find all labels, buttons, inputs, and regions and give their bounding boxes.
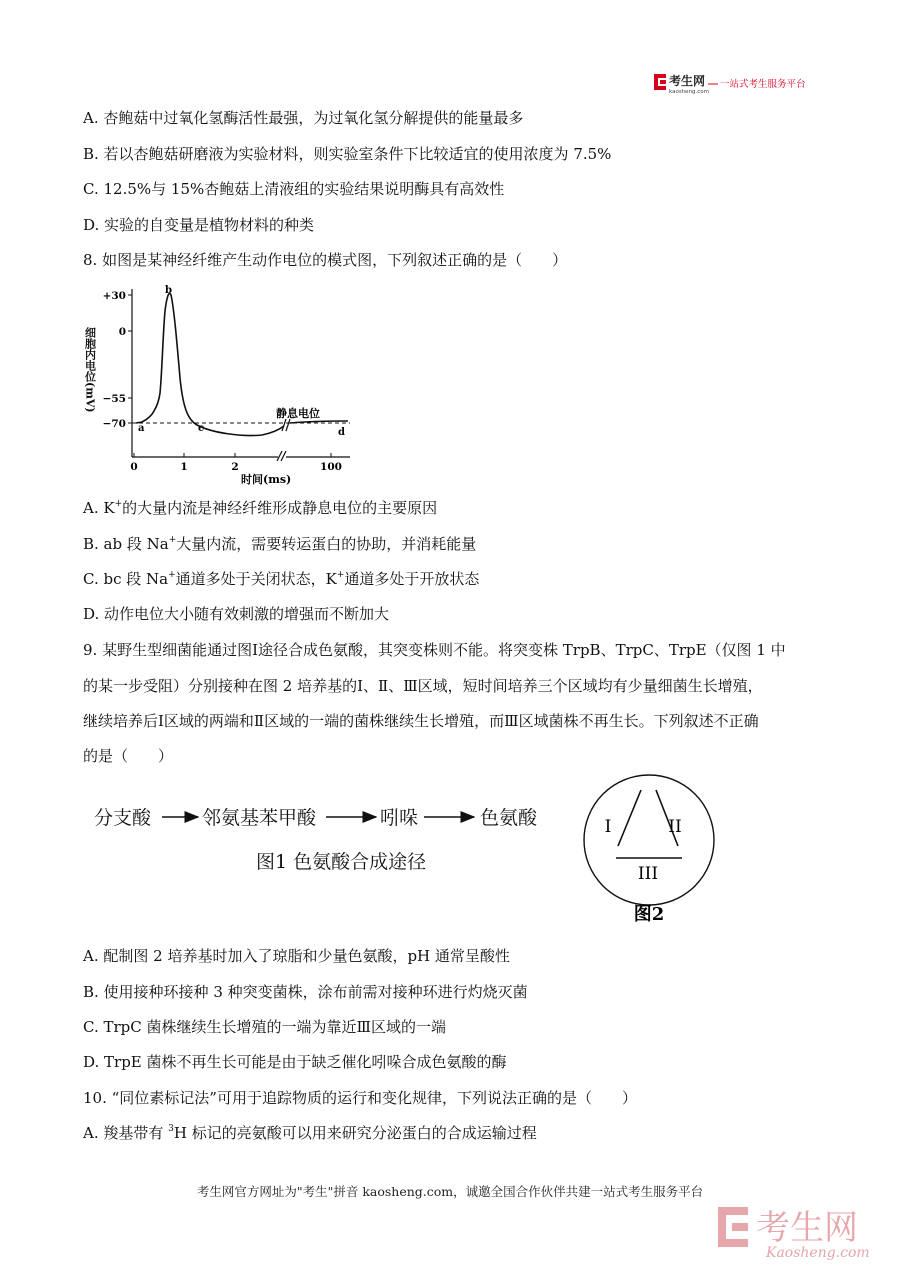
- x-tick-label: 100: [320, 461, 342, 473]
- y-tick-label: −70: [102, 418, 126, 430]
- q10-option-a: A. 羧基带有 $^3$H 标记的亮氨酸可以用来研究分泌蛋白的合成运输过程: [83, 1124, 537, 1142]
- action-potential-curve: [136, 294, 284, 436]
- curve-break: [282, 419, 290, 431]
- y-tick-label: +30: [102, 290, 126, 302]
- x-tick-label: 2: [231, 461, 239, 473]
- q7-option-c: C. 12.5%与 15%杏鲍菇上清液组的实验结果说明酶具有高效性: [83, 180, 505, 198]
- point-label-a: a: [138, 423, 145, 434]
- svg-text:细胞内电位(mV): 细胞内电位(mV): [83, 327, 97, 413]
- logo-site-domain: kaosheng.com: [669, 89, 710, 95]
- watermark-icon: [718, 1207, 748, 1247]
- q8-option-a: A. K+的大量内流是神经纤维形成静息电位的主要原因: [83, 499, 438, 517]
- q9-stem-line-4: 的是（ ）: [83, 747, 174, 765]
- q7-option-d: D. 实验的自变量是植物材料的种类: [83, 216, 315, 234]
- pathway-step-4: 色氨酸: [480, 807, 538, 829]
- q7-option-a: A. 杏鲍菇中过氧化氢酶活性最强，为过氧化氢分解提供的能量最多: [83, 109, 524, 127]
- q10-stem: 10. “同位素标记法”可用于追踪物质的运行和变化规律，下列说法正确的是（ ）: [83, 1089, 637, 1107]
- point-label-c: c: [198, 423, 205, 434]
- x-tick-label: 1: [180, 461, 188, 473]
- kaosheng-logo-icon: [652, 72, 822, 96]
- q7-option-b: B. 若以杏鲍菇研磨液为实验材料，则实验室条件下比较适宜的使用浓度为 7.5%: [83, 145, 612, 163]
- pathway-step-1: 分支酸: [94, 807, 152, 829]
- streak-region-I: [618, 790, 641, 846]
- watermark-name: 考生网: [756, 1208, 858, 1248]
- action-potential-graph: [82, 283, 362, 488]
- watermark-domain: Kaosheng.com: [766, 1245, 870, 1261]
- q9-option-a: A. 配制图 2 培养基时加入了琼脂和少量色氨酸，pH 通常呈酸性: [83, 947, 510, 965]
- q8-option-d: D. 动作电位大小随有效刺激的增强而不断加大: [83, 605, 390, 623]
- page-footer: 考生网官方网址为"考生"拼音 kaosheng.com，诚邀全国合作伙伴共建一站式考生服务平台: [196, 1184, 704, 1199]
- point-label-d: d: [338, 427, 345, 438]
- x-tick-label: 0: [130, 461, 138, 473]
- region-label-II: II: [668, 817, 682, 837]
- y-axis-label: [84, 326, 98, 413]
- resting-curve-segment: [290, 421, 348, 423]
- petri-dish-outline: [584, 775, 714, 905]
- pathway-step-3: 吲哚: [380, 807, 419, 829]
- x-axis-label: 时间(ms): [241, 473, 292, 486]
- region-label-III: III: [637, 864, 659, 884]
- q9-option-c: C. TrpC 菌株继续生长增殖的一端为靠近Ⅲ区域的一端: [83, 1018, 446, 1036]
- logo-site-name: 考生网: [669, 74, 706, 88]
- region-label-I: I: [604, 817, 612, 837]
- watermark-logo: [716, 1201, 886, 1267]
- pathway-step-2: 邻氨基苯甲酸: [202, 807, 317, 829]
- q9-option-b: B. 使用接种环接种 3 种突变菌株，涂布前需对接种环进行灼烧灭菌: [83, 983, 528, 1001]
- logo-slogan: 一站式考生服务平台: [720, 79, 806, 90]
- tryptophan-pathway-figure: [88, 800, 558, 880]
- y-tick-label: 0: [118, 326, 126, 338]
- q9-stem-line-1: 9. 某野生型细菌能通过图Ⅰ途径合成色氨酸，其突变株则不能。将突变株 TrpB、TrpC、TrpE（仅图 1 中: [83, 641, 786, 659]
- q8-option-b: B. ab 段 Na+大量内流，需要转运蛋白的协助，并消耗能量: [83, 535, 477, 553]
- figure2-caption: 图2: [633, 904, 665, 925]
- x-axis-break: [277, 451, 286, 461]
- figure1-caption: 图1 色氨酸合成途径: [256, 851, 427, 873]
- resting-potential-label: 静息电位: [276, 407, 320, 420]
- culture-dish-figure: [580, 770, 720, 930]
- q8-option-c: C. bc 段 Na+通道多处于关闭状态，K+通道多处于开放状态: [83, 570, 480, 588]
- q9-option-d: D. TrpE 菌株不再生长可能是由于缺乏催化吲哚合成色氨酸的酶: [83, 1053, 507, 1071]
- point-label-b: b: [165, 285, 172, 296]
- q9-stem-line-2: 的某一步受阻）分别接种在图 2 培养基的Ⅰ、Ⅱ、Ⅲ区域，短时间培养三个区域均有少量细菌生长增殖，: [83, 677, 763, 695]
- q9-stem-line-3: 继续培养后Ⅰ区域的两端和Ⅱ区域的一端的菌株继续生长增殖，而Ⅲ区域菌株不再生长。下列叙述不正确: [83, 712, 759, 730]
- header-logo: [652, 72, 822, 96]
- y-tick-label: −55: [102, 393, 126, 405]
- q8-stem: 8. 如图是某神经纤维产生动作电位的模式图，下列叙述正确的是（ ）: [83, 251, 568, 269]
